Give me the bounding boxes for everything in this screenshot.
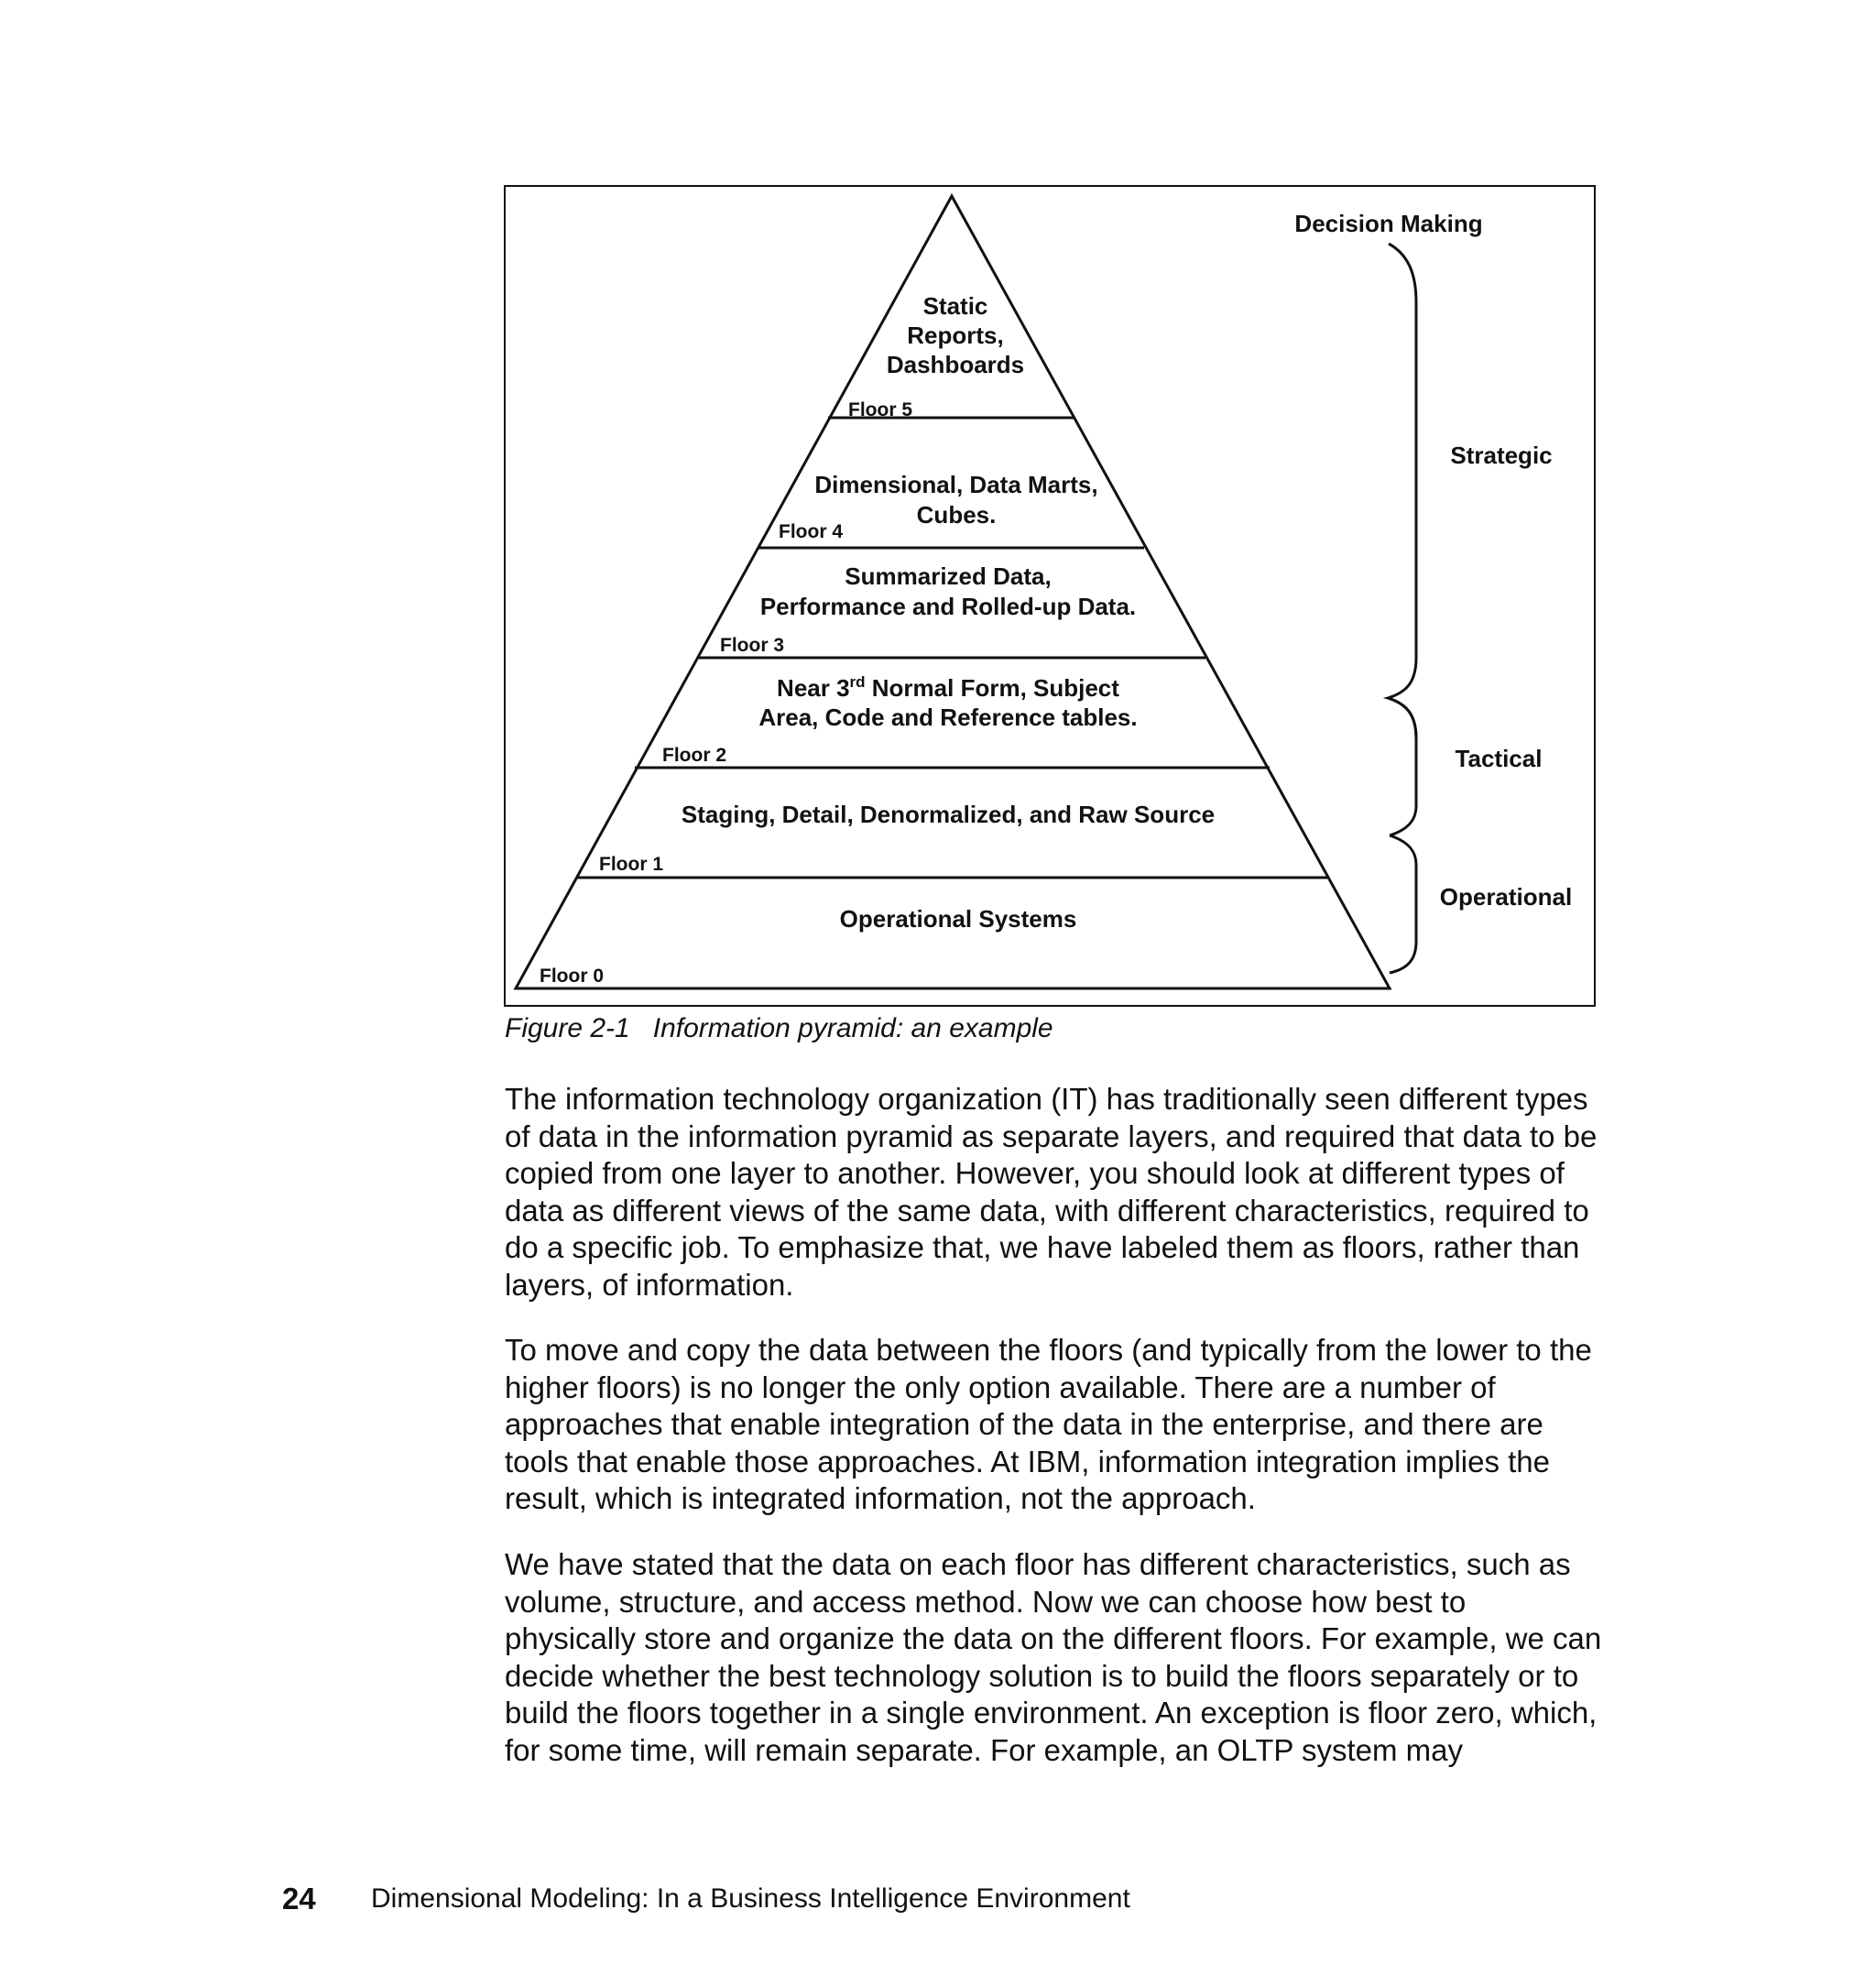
floor-3-text-line-1: Summarized Data, [845,562,1052,590]
page-number: 24 [282,1882,316,1915]
strategic-label: Strategic [1450,442,1553,469]
floor-2-text-line-1 [777,673,1119,702]
floor-2-text-line-2: Area, Code and Reference tables. [758,704,1138,731]
floor-5-text-line-1: Static [922,292,988,320]
operational-label: Operational [1439,883,1573,911]
floor-4-label: Floor 4 [779,521,844,542]
decision-making-label: Decision Making [1294,210,1483,237]
floor-2-text-normal-form: Normal Form, Subject [865,674,1119,702]
paragraph-2: To move and copy the data between the floors (and typically from the lower to the higher floors) is no longer the only option available. There are a number of approaches that enable integration of the data in the enterprise, and there are tools that enable those approaches. At IBM, information integration implies the result, which is integrated information, not the approach. [505,1333,1592,1515]
floor-0-text: Operational Systems [839,905,1077,933]
floor-2-text-superscript: rd [849,673,866,691]
floor-5-text-line-2: Reports, [907,322,1004,349]
tactical-brace [1388,698,1416,835]
figure-caption: Figure 2-1 Information pyramid: an example [505,1013,1053,1043]
running-footer-title: Dimensional Modeling: In a Business Intelligence Environment [371,1883,1130,1914]
floor-1-text: Staging, Detail, Denormalized, and Raw Source [681,801,1216,828]
floor-3-label: Floor 3 [720,635,785,656]
floor-5-label: Floor 5 [848,399,913,420]
floor-4-text-line-1: Dimensional, Data Marts, [814,471,1098,498]
paragraph-3: We have stated that the data on each floor has different characteristics, such as volume, structure, and access method. Now we can choose how best to physically store and organize the data on the different floors. For example, we can decide whether the best technology solution is to build the floors separately or to build the floors together in a single environment. An exception is floor zero, which, for some time, will remain separate. For example, an OLTP system may [505,1547,1602,1767]
floor-1-label: Floor 1 [599,854,664,875]
floor-0-label: Floor 0 [540,966,605,987]
floor-5-text-line-3: Dashboards [886,351,1025,378]
floor-3-text-line-2: Performance and Rolled-up Data. [759,593,1137,620]
floor-2-text-near: Near 3 [777,674,850,702]
strategic-brace [1388,244,1416,738]
paragraph-1: The information technology organization (IT) has traditionally seen different types of data in the information pyramid as separate layers, and required that data to be copied from one layer to another. However, you should look at different types of data as different views of the same data, with different characteristics, required to do a specific job. To emphasize that, we have labeled them as floors, rather than layers, of information. [505,1082,1598,1302]
tactical-label: Tactical [1455,745,1543,772]
operational-brace [1390,835,1416,973]
floor-2-label: Floor 2 [662,745,727,766]
floor-4-text-line-2: Cubes. [916,501,997,529]
